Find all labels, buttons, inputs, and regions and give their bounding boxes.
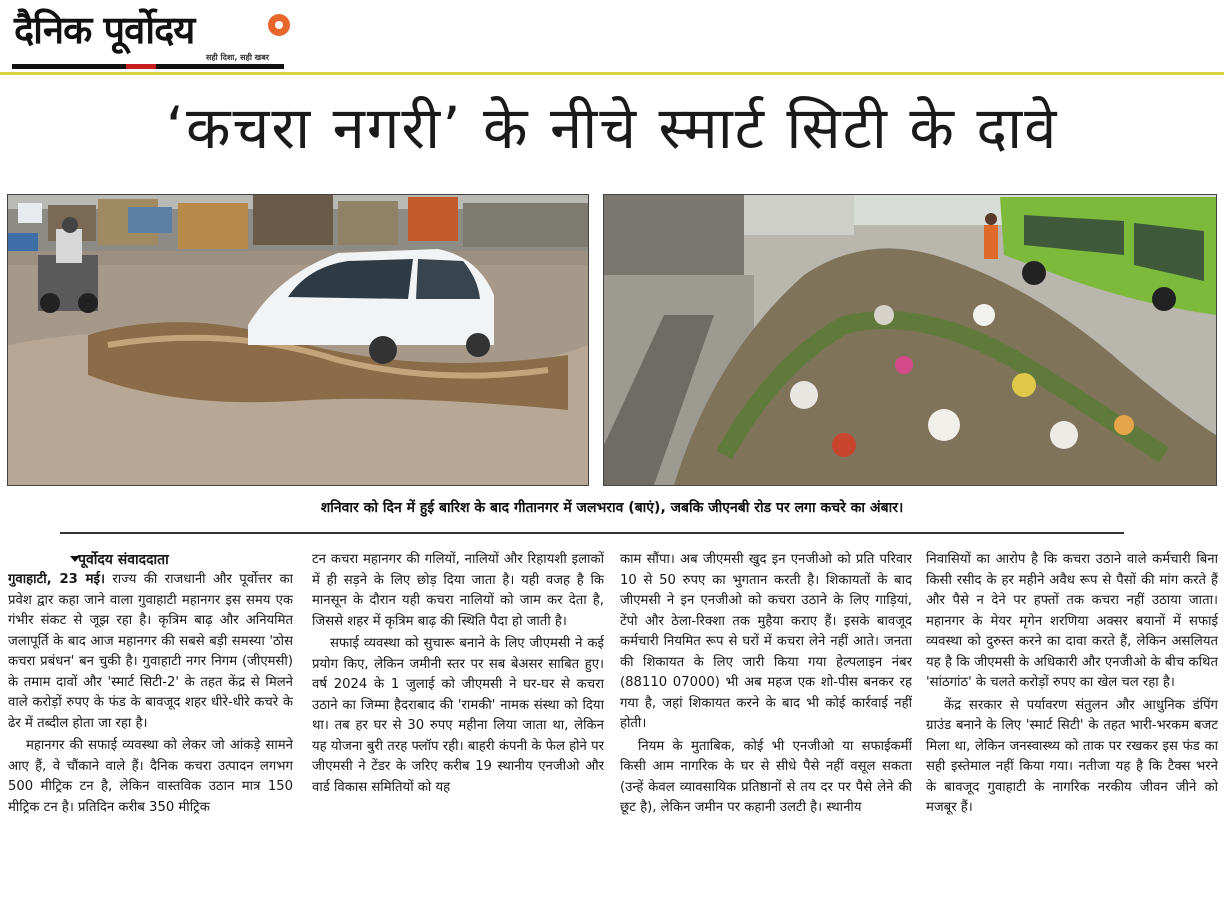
garbage-heap-photo — [603, 194, 1217, 486]
flooded-street-photo — [7, 194, 589, 486]
article-column-1 — [8, 550, 293, 922]
article-paragraph: काम सौंपा। अब जीएमसी खुद इन एनजीओ को प्रति परिवार 10 से 50 रुपए का भुगतान करती है। शिकायतों के बाद जीएमसी ने इन एनजीओ को कचरा उठाने के लिए गाड़ियां, टेंपो और ठेला-रिक्शा तक मुहैया कराए हैं। इसके बावजूद कर्मचारी नियमित रूप से घरों में कचरा लेने नहीं आते। जनता की शिकायत के लिए जारी किया गया हेल्पलाइन नंबर (88110 07000) भी अब महज एक शो-पीस बनकर रह गया है, जहां शिकायत करने के बाद भी कोई कार्रवाई नहीं होती। — [620, 552, 912, 731]
article-paragraph: नियम के मुताबिक, कोई भी एनजीओ या सफाईकर्मी किसी आम नागरिक के घर से सीधे पैसे नहीं वसूल सकता (उन्हें केवल व्यावसायिक प्रतिष्ठानों से तय दर पर पैसे लेने की छूट है), लेकिन जमीन पर कहानी उलटी है। स्थानीय — [620, 738, 912, 815]
article-paragraph: सफाई व्यवस्था को सुचारू बनाने के लिए जीएमसी ने कई प्रयोग किए, लेकिन जमीनी स्तर पर सब बेअसर साबित हुए। वर्ष 2024 के 1 जुलाई को जीएमसी ने घर-घर से कचरा उठाने का जिम्मा हैदराबाद की 'रामकी' नामक संस्था को दिया था। तब हर घर से 30 रुपए महीना लिया जाता था, लेकिन यह योजना बुरी तरह फ्लॉप रही। बाहरी कंपनी के फेल होने पर जीएमसी ने टेंडर के जरिए करीब 19 स्थानीय एनजीओ और वार्ड विकास समितियों को यह — [312, 636, 604, 795]
article-paragraph: महानगर की सफाई व्यवस्था को लेकर जो आंकड़े सामने आए हैं, वे चौंकाने वाले हैं। दैनिक कचरा उत्पादन लगभग 500 मीट्रिक टन है, लेकिन वास्तविक उठान मात्र 150 मीट्रिक टन है। प्रतिदिन करीब 350 मीट्रिक — [8, 738, 293, 815]
article-paragraph: टन कचरा महानगर की गलियों, नालियों और रिहायशी इलाकों में ही सड़ने के लिए छोड़ दिया जाता है। यही वजह है कि मानसून के दौरान यही कचरा नालियों को जाम कर देता है, जिससे शहर में कृत्रिम बाढ़ की स्थिति पैदा हो जाती है। — [312, 552, 604, 629]
photo-caption: शनिवार को दिन में हुई बारिश के बाद गीतानगर में जलभराव (बाएं), जबकि जीएनबी रोड पर लगा कचरे का अंबार। — [320, 500, 904, 516]
caption-rule — [60, 532, 1124, 534]
logo[interactable]: दैनिक पूर्वोदय — [14, 8, 195, 52]
article-column-4 — [926, 550, 1218, 922]
byline — [8, 550, 293, 570]
dateline: गुवाहाटी, 23 मई। — [8, 572, 105, 587]
header-rule — [0, 72, 1224, 75]
article-column-3 — [620, 550, 912, 922]
article-paragraph: निवासियों का आरोप है कि कचरा उठाने वाले कर्मचारी बिना किसी रसीद के हर महीने अवैध रूप से पैसों की मांग करते हैं और पैसे न देने पर हफ्तों तक कचरा नहीं उठाया जाता। महानगर के मेयर मृगेन शरणिया अक्सर बयानों में सफाई व्यवस्था को दुरुस्त करने का दावा करते हैं, लेकिन असलियत यह है कि जीएमसी के अधिकारी और एनजीओ के बीच कथित 'सांठगांठ' के चलते करोड़ों रुपए का खेल चल रहा है। — [926, 552, 1218, 690]
logo-dot-icon — [268, 14, 290, 36]
logo-underline-accent — [126, 64, 156, 69]
article-paragraph — [8, 570, 293, 734]
tagline: सही दिशा, सही खबर — [206, 53, 270, 62]
paragraph-text: राज्य की राजधानी और पूर्वोत्तर का प्रवेश द्वार कहा जाने वाला गुवाहाटी महानगर इस समय एक गंभीर संकट से जूझ रहा है। कृत्रिम बाढ़ और अनियमित जलापूर्ति के बाद आज महानगर की सबसे बड़ी समस्या 'ठोस कचरा प्रबंधन' बन चुकी है। गुवाहाटी नगर निगम (जीएमसी) के तमाम दावों और 'स्मार्ट सिटी-2' के तहत केंद्र से मिलने वाले करोड़ों रुपए के फंड के बावजूद शहर धीरे-धीरे कचरे के ढेर में तब्दील होता जा रहा है। — [8, 572, 293, 731]
headline: ‘कचरा नगरी’ के नीचे स्मार्ट सिटी के दावे — [165, 94, 1059, 162]
byline-text: पूर्वोदय संवाददाता — [78, 552, 169, 568]
byline-arrow-icon — [70, 556, 80, 562]
masthead — [10, 8, 286, 72]
article-paragraph: केंद्र सरकार से पर्यावरण संतुलन और आधुनिक डंपिंग ग्राउंड बनाने के लिए 'स्मार्ट सिटी' के तहत भारी-भरकम बजट मिला था, लेकिन जनस्वास्थ्य को ताक पर रखकर इस फंड का सही इस्तेमाल नहीं किया गया। नतीजा यह है कि टैक्स भरने के बावजूद गुवाहाटी के नागरिक नरकीय जीवन जीने को मजबूर हैं। — [926, 697, 1218, 815]
article-column-2 — [312, 550, 604, 922]
